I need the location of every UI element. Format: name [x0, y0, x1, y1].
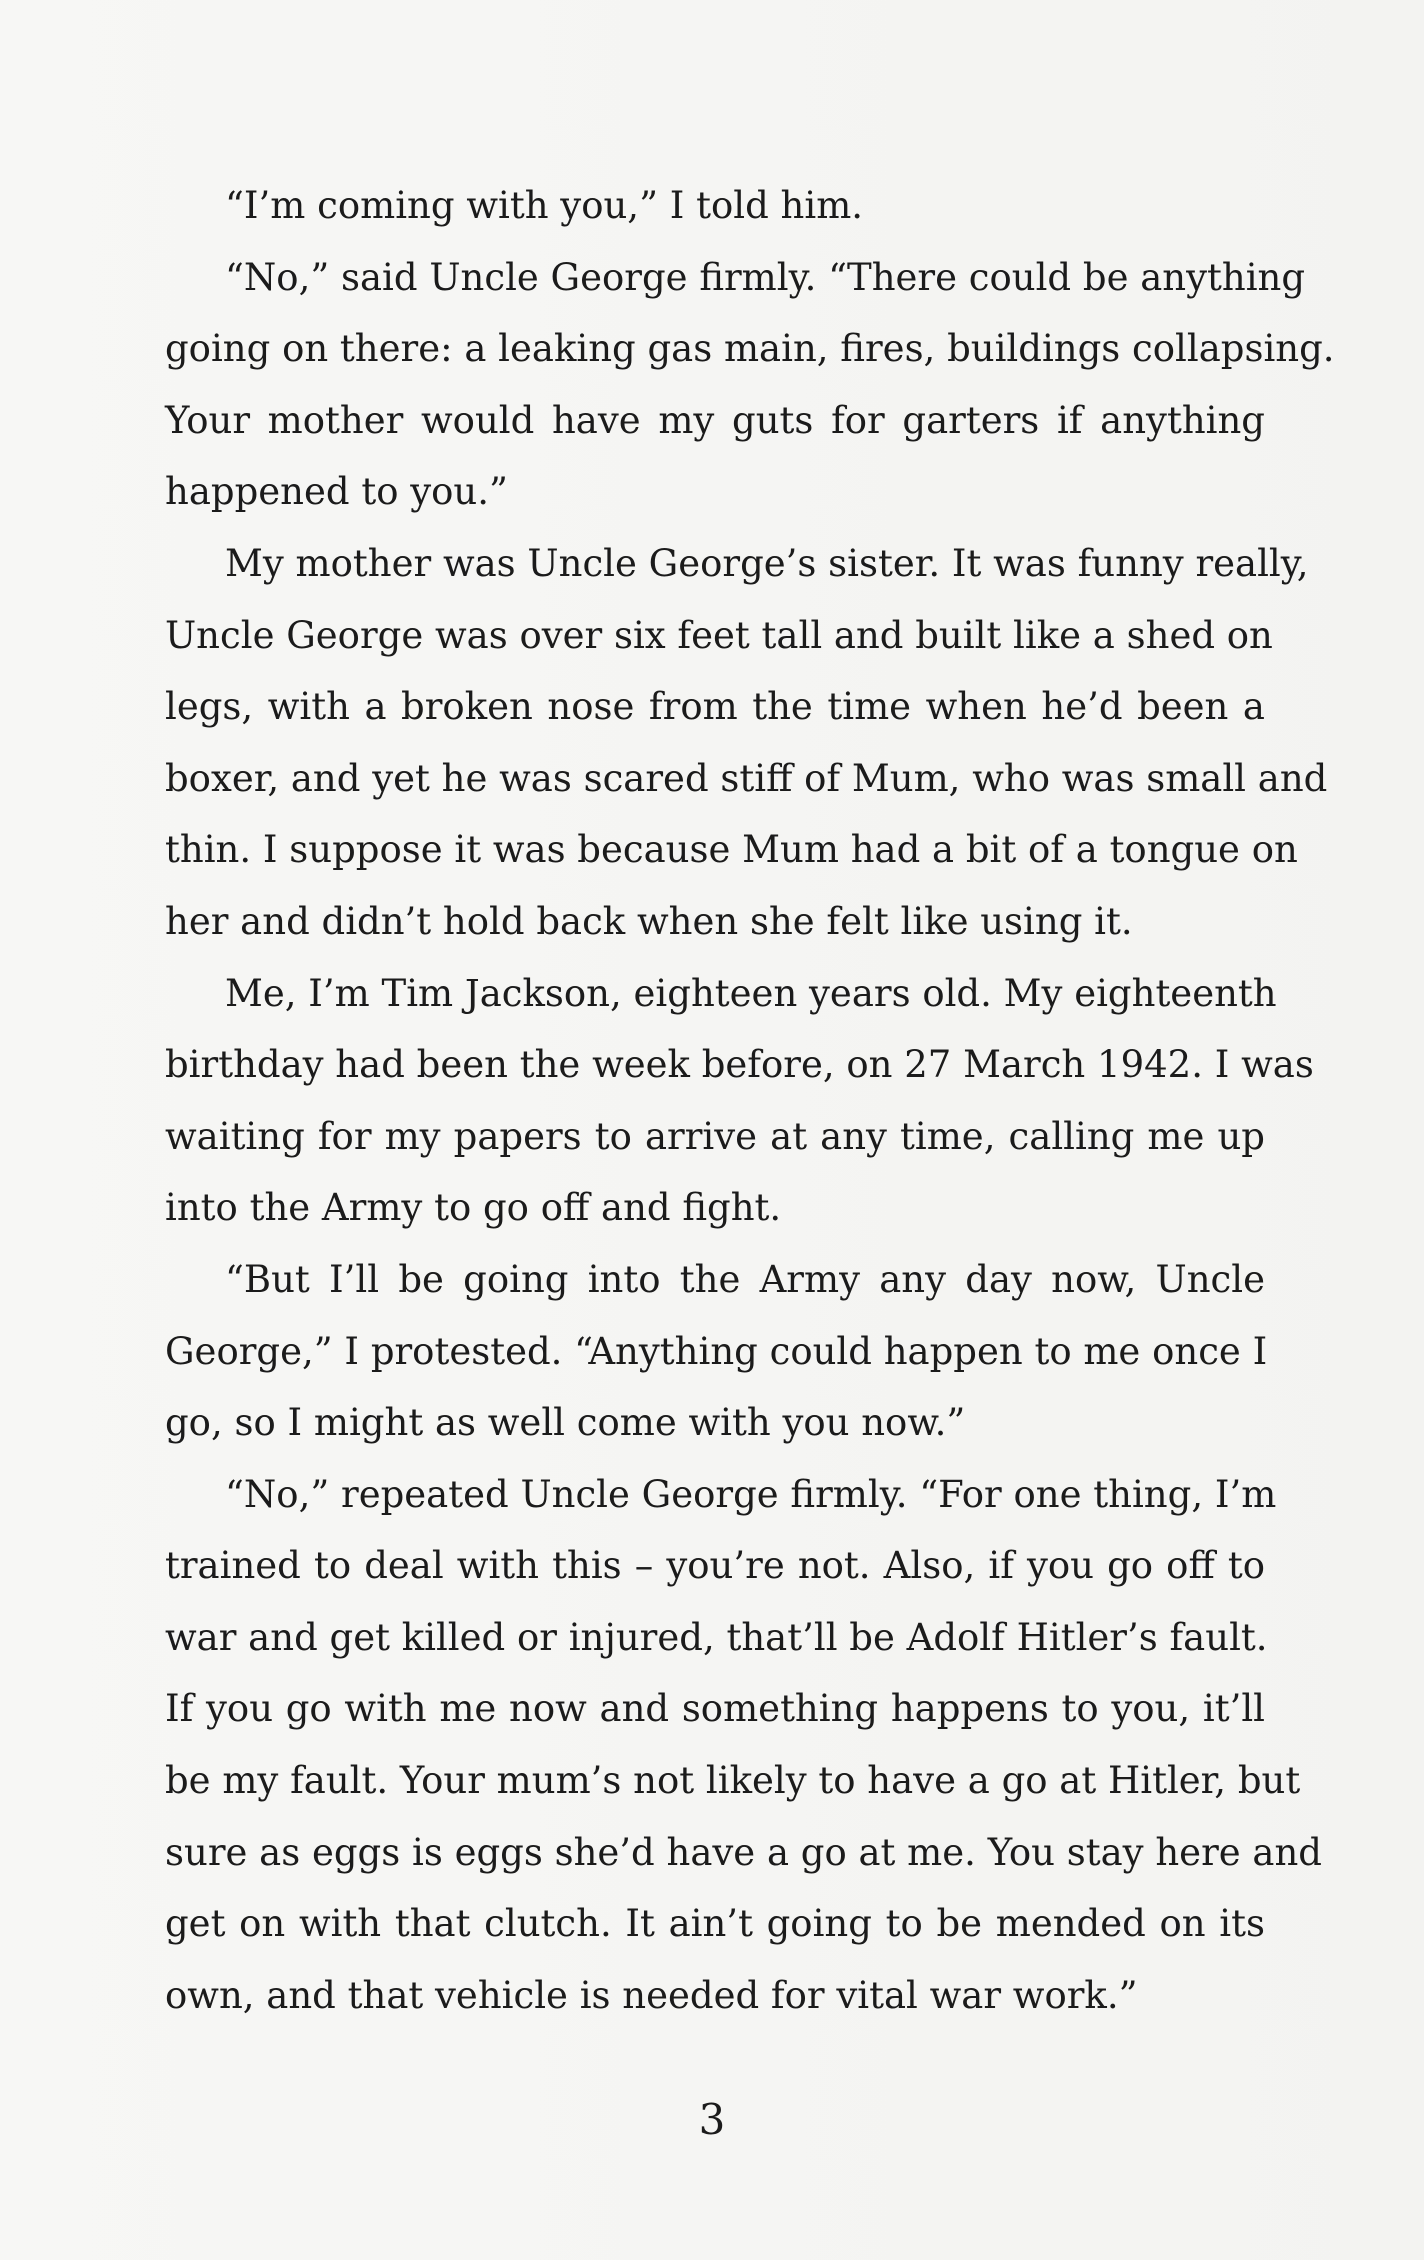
text-line: “But I’ll be going into the Army any day now, Uncle [225, 1257, 1265, 1301]
text-line: My mother was Uncle George’s sister. It was funny really, [225, 541, 1309, 585]
text-line: going on there: a leaking gas main, fires, buildings collapsing. [165, 327, 1335, 371]
text-line: sure as eggs is eggs she’d have a go at me. You stay here and [165, 1830, 1322, 1874]
page-number: 3 [698, 2095, 726, 2144]
text-line: Me, I’m Tim Jackson, eighteen years old. My eighteenth [225, 971, 1277, 1015]
text-line: Your mother would have my guts for garters if anything [165, 398, 1265, 442]
text-line: go, so I might as well come with you now.” [165, 1401, 966, 1445]
text-line: her and didn’t hold back when she felt like using it. [165, 899, 1133, 943]
text-line: into the Army to go off and fight. [165, 1186, 782, 1230]
text-line: Uncle George was over six feet tall and built like a shed on [165, 613, 1273, 657]
text-line: “No,” repeated Uncle George firmly. “For one thing, I’m [225, 1472, 1277, 1516]
text-line: trained to deal with this – you’re not. Also, if you go off to [165, 1544, 1265, 1588]
text-line: own, and that vehicle is needed for vital war work.” [165, 1973, 1138, 2017]
text-line: thin. I suppose it was because Mum had a bit of a tongue on [165, 828, 1298, 872]
text-line: birthday had been the week before, on 27 March 1942. I was [165, 1043, 1314, 1087]
body-text [165, 170, 1335, 2031]
text-line: be my fault. Your mum’s not likely to have a go at Hitler, but [165, 1759, 1301, 1803]
text-line: legs, with a broken nose from the time when he’d been a [165, 685, 1265, 729]
text-line: happened to you.” [165, 470, 508, 514]
text-line: waiting for my papers to arrive at any time, calling me up [165, 1114, 1265, 1158]
text-line: war and get killed or injured, that’ll be Adolf Hitler’s fault. [165, 1615, 1268, 1659]
text-line: “I’m coming with you,” I told him. [225, 184, 864, 227]
text-line: If you go with me now and something happens to you, it’ll [165, 1687, 1265, 1731]
text-line: get on with that clutch. It ain’t going to be mended on its [165, 1902, 1265, 1946]
text-line: George,” I protested. “Anything could happen to me once I [165, 1329, 1268, 1373]
text-line: boxer, and yet he was scared stiff of Mum, who was small and [165, 756, 1328, 800]
text-line: “No,” said Uncle George firmly. “There could be anything [225, 255, 1306, 299]
